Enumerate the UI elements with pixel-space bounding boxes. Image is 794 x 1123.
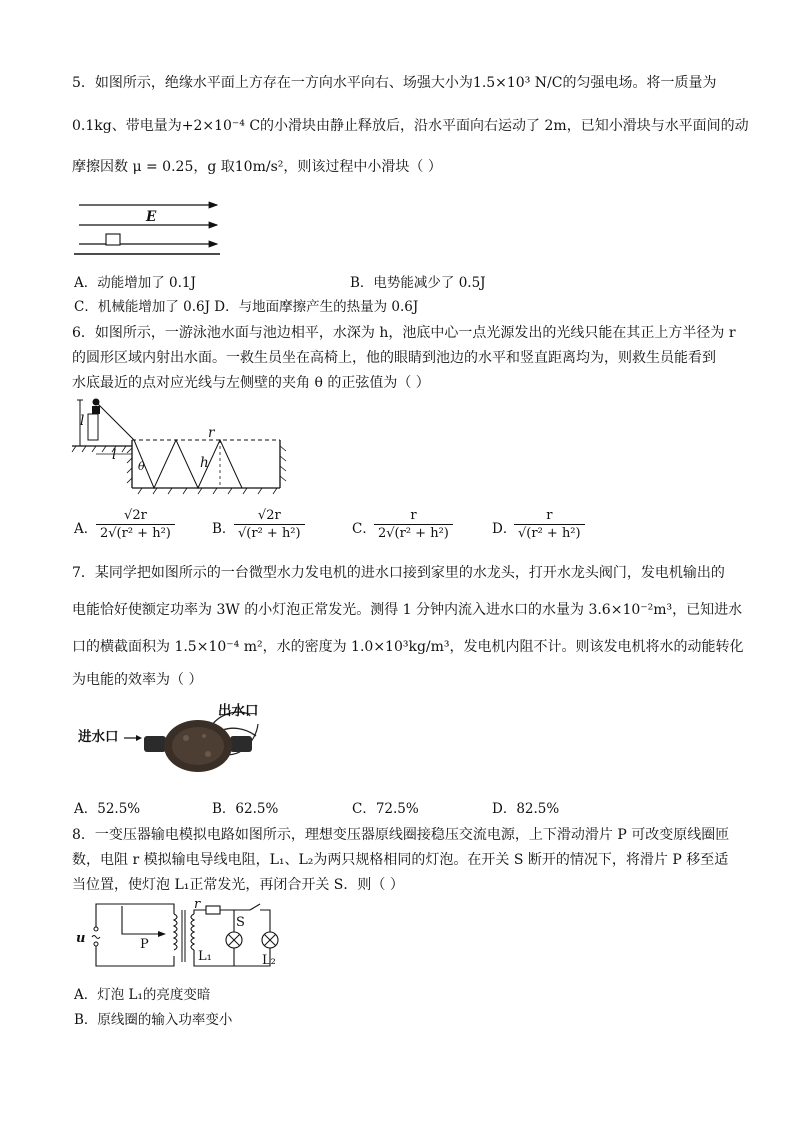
q7-outlet-label: 出水口 — [218, 703, 259, 719]
q6-option-d-numerator: r — [546, 508, 553, 523]
q5-stem-line-2: 0.1kg、带电量为+2×10⁻⁴ C的小滑块由静止释放后，沿水平面向右运动了 2m，已知小滑块与水平面间的动 — [72, 118, 749, 134]
q6-label-r: r — [208, 425, 215, 441]
q6-option-b-numerator: √2r — [257, 508, 281, 523]
q5-electric-field-figure — [74, 196, 224, 258]
q8-stem-line-1: 8．一变压器输电模拟电路如图所示，理想变压器原线圈接稳压交流电源，上下滑动滑片 P 可改变原线圈匝 — [72, 827, 730, 843]
q6-label-theta: θ — [138, 460, 145, 473]
q8-label-p: P — [140, 937, 149, 952]
q6-option-c-denominator: 2√(r² + h²) — [378, 526, 449, 541]
q5-option-cd: C．机械能增加了 0.6J D．与地面摩擦产生的热量为 0.6J — [74, 299, 419, 315]
q7-stem-line-4: 为电能的效率为（ ） — [72, 672, 203, 688]
q8-transformer-circuit — [74, 900, 274, 972]
q6-option-d-denominator: √(r² + h²) — [518, 526, 581, 541]
q5-option-b: B．电势能减少了 0.5J — [350, 275, 486, 291]
q7-stem-line-1: 7．某同学把如图所示的一台微型水力发电机的进水口接到家里的水龙头，打开水龙头阀门，发电机输出的 — [72, 565, 725, 581]
q7-option-d: D．82.5% — [492, 801, 560, 817]
q6-label-l-horizontal: l — [112, 447, 117, 463]
q7-option-b: B．62.5% — [212, 801, 279, 817]
q7-generator-photo — [138, 702, 288, 782]
q6-option-b-label: B． — [212, 521, 236, 537]
q6-option-a-label: A． — [74, 521, 98, 537]
q5-stem-line-3: 摩擦因数 μ = 0.25，g 取10m/s²，则该过程中小滑块（ ） — [72, 159, 442, 175]
q8-label-u: u — [76, 931, 86, 946]
q6-option-a-denominator: 2√(r² + h²) — [100, 526, 171, 541]
q6-option-b-fraction — [234, 508, 305, 543]
q7-inlet-label: 进水口 — [78, 729, 119, 745]
q8-stem-line-3: 当位置，使灯泡 L₁正常发光，再闭合开关 S．则（ ） — [72, 877, 404, 893]
q6-label-l-vertical: l — [80, 413, 85, 429]
q8-stem-line-2: 数，电阻 r 模拟输电导线电阻，L₁、L₂为两只规格相同的灯泡。在开关 S 断开的情况下，将滑片 P 移至适 — [72, 852, 729, 868]
q8-label-r: r — [194, 897, 201, 912]
q6-option-d-fraction — [514, 508, 585, 543]
q7-stem-line-2: 电能恰好使额定功率为 3W 的小灯泡正常发光。测得 1 分钟内流入进水口的水量为 3.6×10⁻²m³，已知进水 — [72, 602, 743, 618]
q7-stem-line-3: 口的横截面积为 1.5×10⁻⁴ m²，水的密度为 1.0×10³kg/m³，发电机内阻不计。则该发电机将水的动能转化 — [72, 639, 744, 655]
q6-option-a-numerator: √2r — [124, 508, 147, 523]
q6-option-b-denominator: √(r² + h²) — [238, 526, 301, 541]
q6-stem-line-3: 水底最近的点对应光线与左侧壁的夹角 θ 的正弦值为（ ） — [72, 375, 430, 391]
q7-inlet-arrow — [124, 734, 144, 742]
q7-option-c: C．72.5% — [352, 801, 419, 817]
q5-stem-line-1: 5．如图所示，绝缘水平面上方存在一方向水平向右、场强大小为1.5×10³ N/C的匀强电场。将一质量为 — [72, 75, 717, 91]
q6-option-d-label: D． — [492, 521, 517, 537]
q5-option-a: A．动能增加了 0.1J — [74, 275, 196, 291]
q6-option-c-fraction — [374, 508, 453, 543]
q6-stem-line-1: 6．如图所示，一游泳池水面与池边相平，水深为 h，池底中心一点光源发出的光线只能在其正上方半径为 r — [72, 325, 736, 341]
q8-label-s: S — [236, 915, 245, 930]
q6-pool-figure — [72, 396, 297, 496]
q8-option-b: B．原线圈的输入功率变小 — [74, 1012, 233, 1028]
q6-label-h: h — [200, 455, 209, 471]
q8-label-l1: L₁ — [198, 949, 212, 964]
q7-option-a: A．52.5% — [74, 801, 141, 817]
q8-label-l2: L₂ — [262, 953, 276, 968]
q6-option-a-fraction — [96, 508, 175, 543]
q8-option-a: A．灯泡 L₁的亮度变暗 — [74, 987, 211, 1003]
q6-stem-line-2: 的圆形区域内射出水面。一救生员坐在高椅上，他的眼睛到池边的水平和竖直距离均为，则救生员能看到 — [72, 350, 716, 366]
q6-option-c-numerator: r — [410, 508, 417, 523]
q6-option-c-label: C． — [352, 521, 376, 537]
q5-field-label: E — [146, 209, 157, 225]
